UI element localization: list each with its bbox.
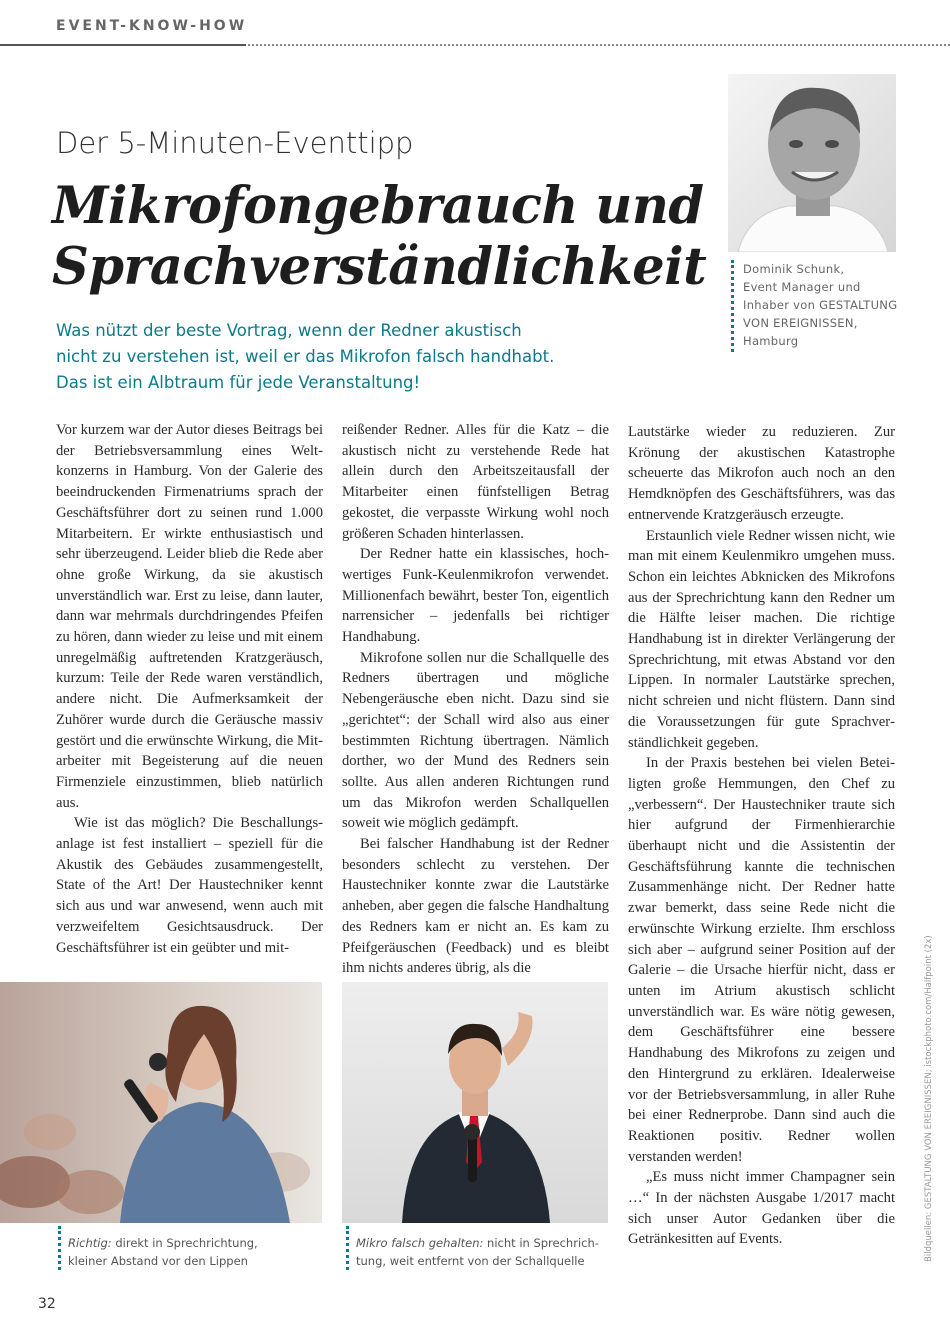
caption-dotted-rule <box>346 1226 349 1270</box>
photo-man-with-microphone <box>342 982 608 1223</box>
photo-woman-with-microphone <box>0 982 322 1223</box>
caption-text: kleiner Abstand vor den Lippen <box>68 1254 248 1268</box>
caption-text: tung, weit entfernt von der Schallquelle <box>356 1254 585 1268</box>
section-rule <box>0 44 246 46</box>
body-paragraph: Erstaunlich viele Redner wissen nicht, wie man mit einem Keulenmikro umgehen muss. Schon ein leichtes Abknicken des Mikrofons aus der Sprechrichtung kann den Redner um die Hälfte leiser machen. Die richtige Handhabung ist in direkter Verlängerung der Sprechrichtung, mit etwas Abstand vor den Lippen. In normaler Lautstärke sprechen, nicht schreien und nicht flüstern. Dann sind die Voraussetzungen für gute Sprachverständlichkeit gegeben. <box>628 527 895 751</box>
image-credit: Bildquellen: GESTALTUNG VON EREIGNISSEN; istockphoto.com/Halfpoint (2x) <box>924 935 934 1262</box>
section-dotted-rule <box>248 44 950 46</box>
photo-man-image <box>342 982 608 1223</box>
body-paragraph: Wie ist das möglich? Die Beschallungsanlage ist fest installiert – speziell für die Akustik des Gebäudes zusammengestellt, State of the Art! Der Haustechniker kennt sich aus und war anwesend, wenn auch mit verzweifeltem Gesichtsausdruck. Der Geschäftsführer ist ein geübter und mit- <box>56 815 323 956</box>
caption-dotted-rule <box>58 1226 61 1270</box>
body-paragraph: In der Praxis bestehen bei vielen Beteiligten große Hemmungen, den Chef zu „verbessern“. Der Haustechniker traute sich hier aufgrund der Firmenhierarchie überhaupt nicht und die Assistentin der Geschäftsführung kannte die technischen Zusammenhänge nicht. Der Redner hatte zwar bemerkt, dass seine Rede nicht die erwünschte Wirkung erzielte. Ihm erschloss sich aber – aufgrund seiner Position auf der Galerie – die Ursache hierfür nicht, dass er unten im Atrium akustisch schlicht unverständlich war. Es wäre nötig gewesen, dem Geschäftsführer eine bessere Handhabung des Mikrofons zu zeigen und den Hintergrund zu erklären. Idealerweise vor der Betriebsversammlung, in aller Ruhe bei einer Rednerprobe. Dann sind auch die Reaktionen positiv. Redner wollen verstanden werden! <box>628 755 895 1165</box>
author-portrait <box>728 74 896 252</box>
lead-line: Was nützt der beste Vortrag, wenn der Redner akustisch <box>56 321 522 340</box>
body-paragraph: Mikrofone sollen nur die Schallquelle des Redners übertragen und mögliche Nebengeräusche eben nicht. Dazu sind sie „gerichtet“: der Schall wird also aus einer bestimmten Richtung übertragen. Nämlich dorther, wo der Mund des Redners sein sollte. Aus allen anderen Richtungen rund um das Mikrofon werden Schallquellen soweit wie möglich gedämpft. <box>342 649 609 832</box>
author-caption-line: VON EREIGNISSEN, <box>743 316 858 330</box>
body-paragraph: reißender Redner. Alles für die Katz – die akustisch nicht zu verstehende Rede hat allein durch den Arbeitszeitausfall der Mitarbeiter einen fünfstelligen Betrag gekostet, die verpasste Wirkung wohl noch größeren Schaden hinterlassen. <box>342 422 609 542</box>
body-paragraph: Lautstärke wieder zu reduzieren. Zur Krönung der akustischen Katastrophe scheuerte das Mikrofon auch noch an den Hemdknöpfen des Geschäftsführers, was das entnervende Kratzgeräusch erzeugte. <box>628 424 895 523</box>
article-kicker: Der 5-Minuten-Eventtipp <box>56 126 414 160</box>
caption-text: nicht in Sprechrich- <box>483 1236 599 1250</box>
author-caption-line: Dominik Schunk, <box>743 262 845 276</box>
photo-woman-image <box>0 982 322 1223</box>
author-caption-line: Event Manager und <box>743 280 861 294</box>
caption-label: Mikro falsch gehalten: <box>356 1236 484 1250</box>
photo-caption-2 <box>356 1234 599 1270</box>
body-paragraph: Vor kurzem war der Autor dieses Beitrags bei der Betriebsversammlung eines Weltkonzerns in Hamburg. Von der Galerie des beeindruckenden Firmenatriums sprach der Geschäftsführer dort zu seinen rund 1.000 Mitarbeitern. Er wirkte enthusiastisch und sehr überzeugend. Leider blieb die Rede aber ohne große Wirkung, da sie akustisch unverständlich war. Erst zu leise, dann lauter, dann war mehrmals durchdringendes Pfeifen zu hören, dann wieder zu leise und mit einem unregelmäßig auftretenden Kratzgeräusch, kurzum: Teile der Rede waren verständlich, andere nicht. Die Aufmerksamkeit der Zuhörer wurde durch die Geräusche massiv gestört und die erwünschte Wirkung, die Mitarbeiter mit Begeisterung auf die neuen Firmenziele einzustimmen, blieb natürlich aus. <box>56 422 323 811</box>
author-dotted-rule <box>731 260 734 352</box>
caption-text: direkt in Sprechrichtung, <box>111 1236 258 1250</box>
article-lead <box>56 318 636 396</box>
page-number: 32 <box>38 1296 56 1312</box>
author-caption-line: Inhaber von GESTALTUNG <box>743 298 898 312</box>
lead-line: Das ist ein Albtraum für jede Veranstaltung! <box>56 373 421 392</box>
section-label: EVENT-KNOW-HOW <box>56 18 248 34</box>
caption-label: Richtig: <box>68 1236 112 1250</box>
author-caption <box>743 260 923 350</box>
article-title <box>52 176 712 298</box>
body-column-2 <box>342 420 609 979</box>
body-paragraph: Bei falscher Handhabung ist der Redner besonders schlecht zu verstehen. Der Haustechniker konnte zwar die Lautstärke anheben, aber gegen die falsche Handhaltung des Redners kam er nicht an. Es kam zu Pfeifgeräuschen (Feedback) und es bleibt ihm nichts anderes übrig, als die <box>342 836 609 977</box>
article-title-line: Mikrofongebrauch und <box>52 176 704 236</box>
body-column-3 <box>628 422 895 1250</box>
lead-line: nicht zu verstehen ist, weil er das Mikrofon falsch handhabt. <box>56 347 555 366</box>
author-caption-line: Hamburg <box>743 334 799 348</box>
author-portrait-image <box>728 74 896 252</box>
article-title-line: Sprachverständlichkeit <box>52 237 707 297</box>
body-column-1 <box>56 420 323 958</box>
body-paragraph: „Es muss nicht immer Champagner sein …“ In der nächsten Ausgabe 1/2017 macht sich unser Autor Gedanken über die Getränkesitten auf Events. <box>628 1169 895 1248</box>
photo-caption-1 <box>68 1234 258 1270</box>
body-paragraph: Der Redner hatte ein klassisches, hochwertiges Funk-Keulenmikrofon verwendet. Millionenfach bewährt, bester Ton, eigentlich narrensicher – jedenfalls bei richtiger Handhabung. <box>342 546 609 646</box>
